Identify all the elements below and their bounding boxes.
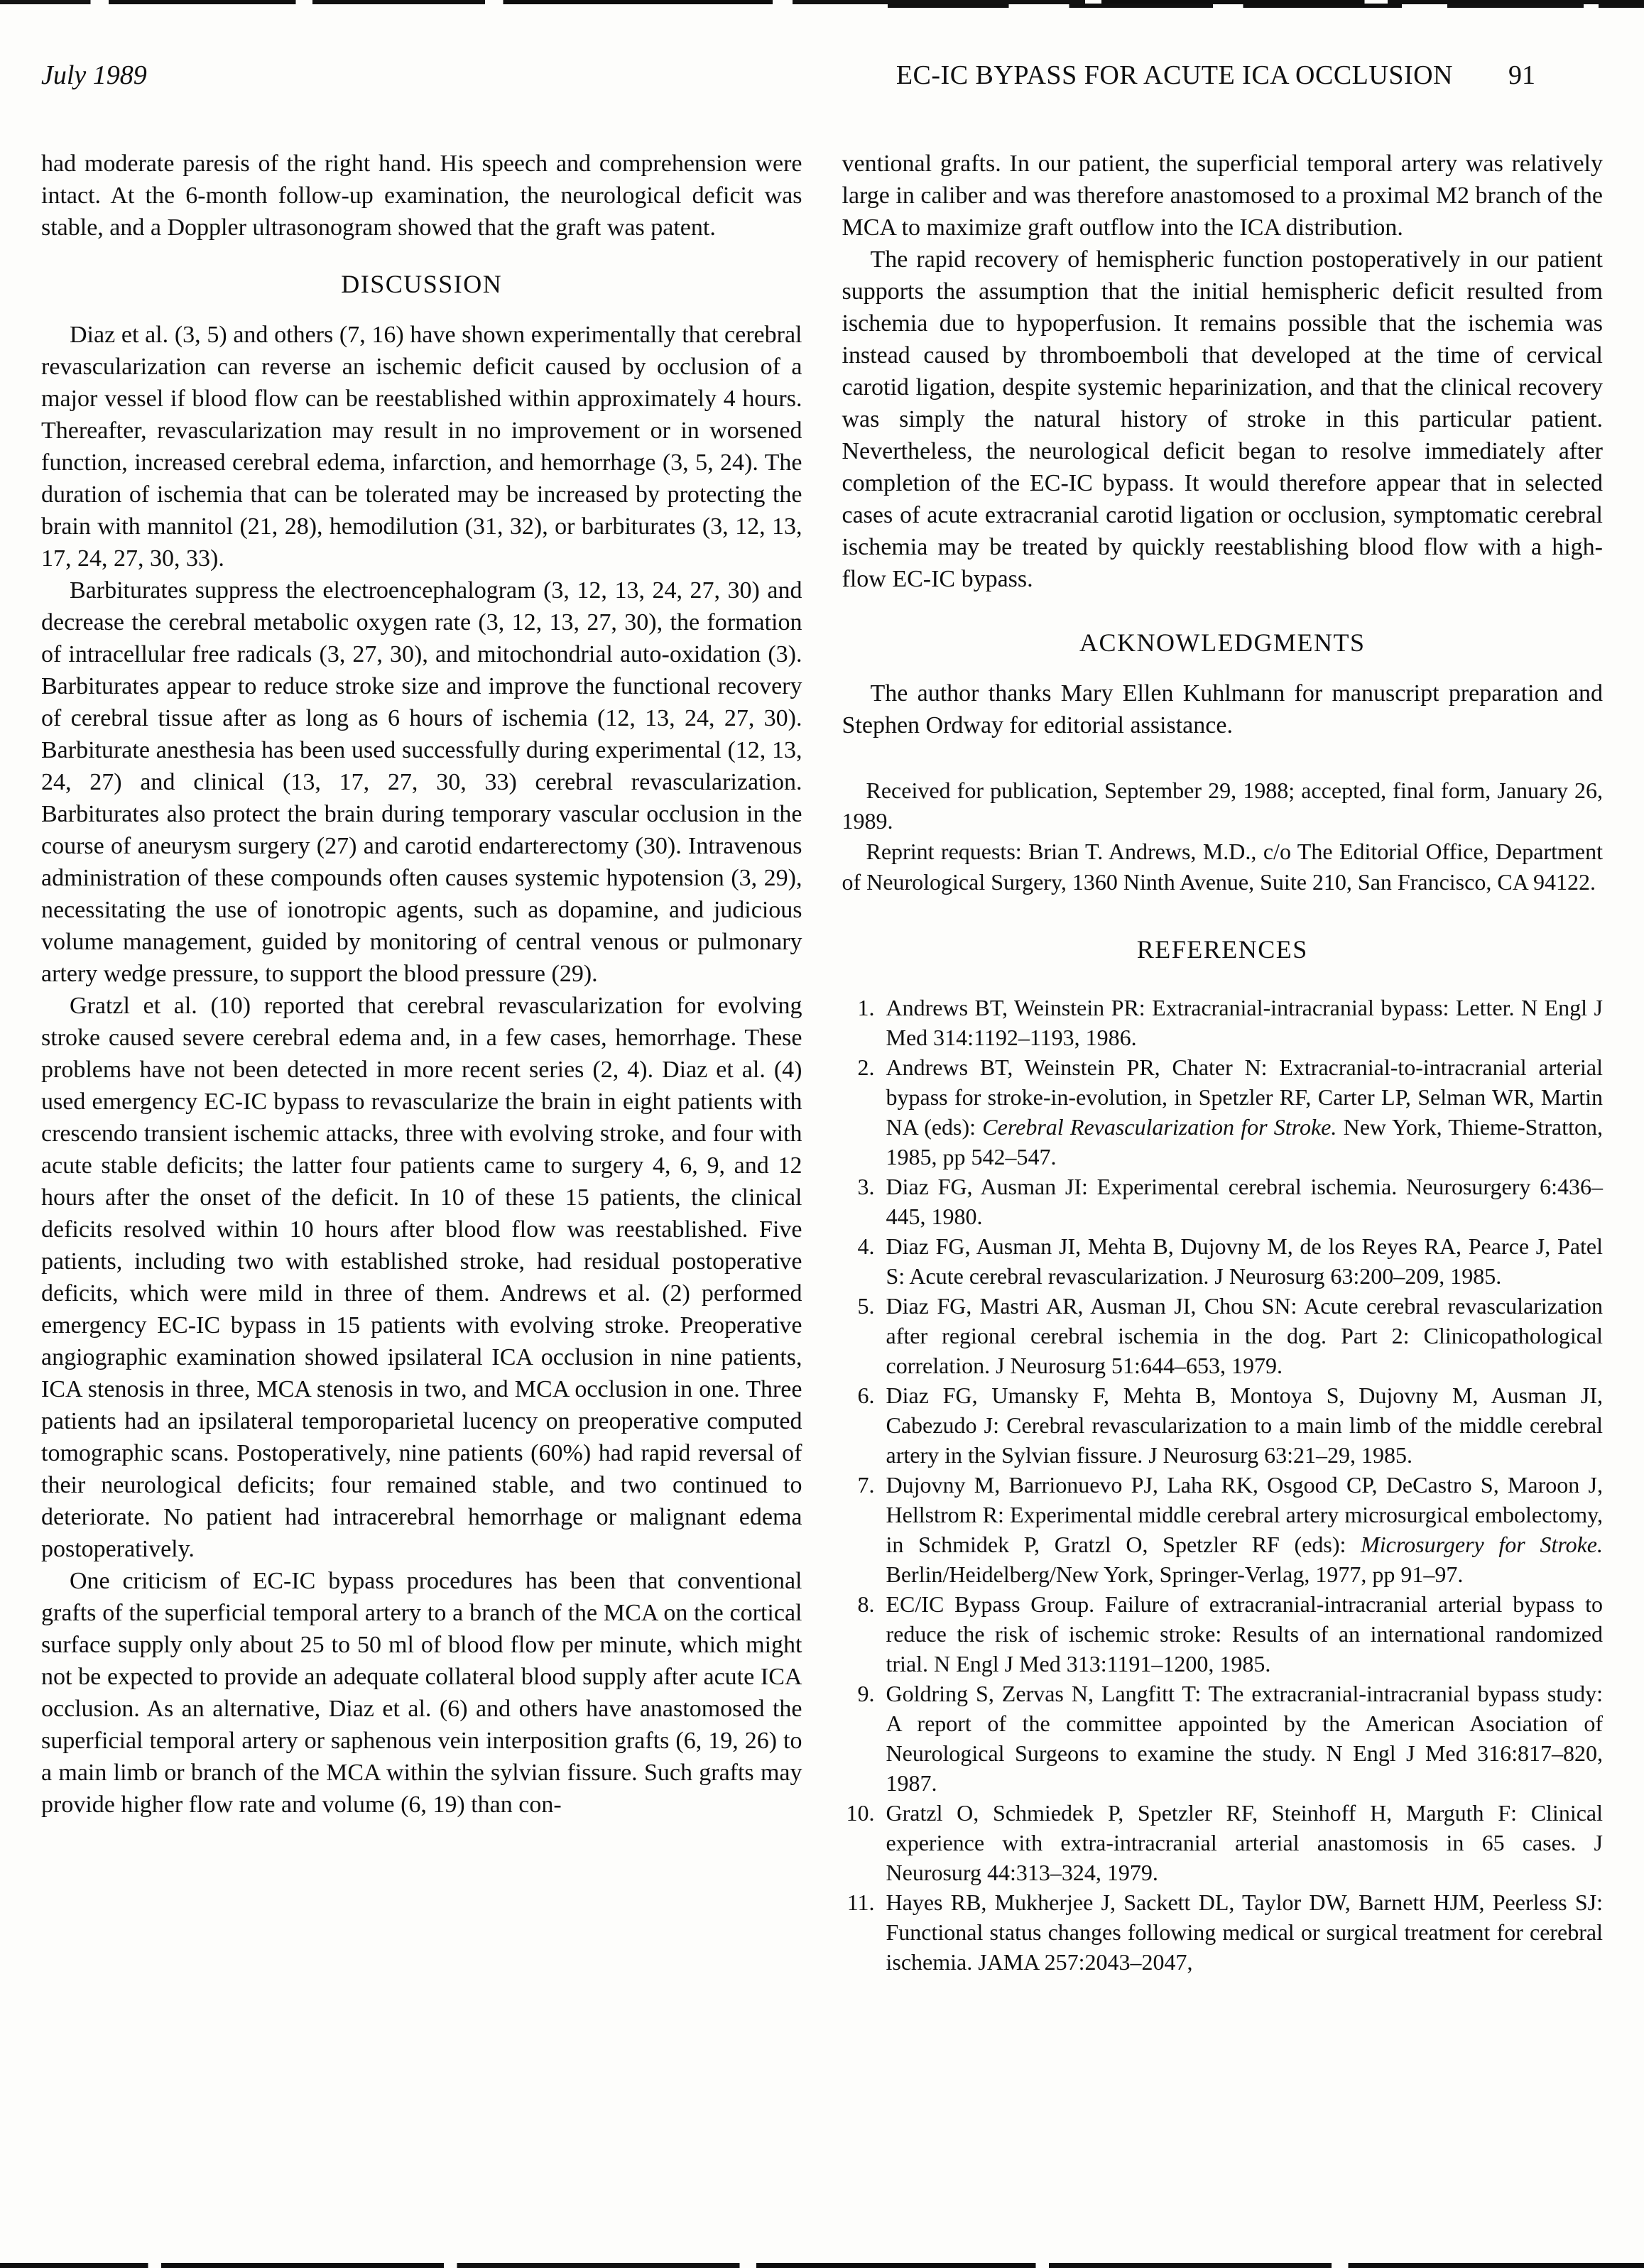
page-header	[41, 60, 1603, 92]
reference-item	[842, 1798, 1604, 1887]
reference-number: 3.	[857, 1174, 875, 1199]
reference-text	[886, 1172, 1604, 1231]
reference-number: 7.	[857, 1472, 875, 1498]
scan-edge-top	[0, 0, 1644, 4]
paragraph: Barbiturates suppress the electroencephalogram (3, 12, 13, 24, 27, 30) and decrease the cerebral metabolic oxygen rate (3, 12, 13, 27, 30), the formation of intracellular free radicals (3, 27, 30), and mitochondrial auto-oxidation (3). Barbiturates appear to reduce stroke size and improve the functional recovery of cerebral tissue after as long as 6 hours of ischemia (12, 13, 24, 27, 30). Barbiturate anesthesia has been used successfully during experimental (12, 13, 24, 27) and clinical (13, 17, 27, 30, 33) cerebral revascularization. Barbiturates also protect the brain during temporary vascular occlusion in the course of aneurysm surgery (27) and carotid endarterectomy (30). Intravenous administration of these compounds often causes systemic hypotension (3, 29), necessitating the use of ionotropic agents, such as dopamine, and judicious volume management, guided by monitoring of central venous or pulmonary artery wedge pressure, to support the blood pressure (29).	[41, 577, 802, 987]
continuation-paragraphs	[842, 148, 1604, 595]
acknowledgments-paragraph: The author thanks Mary Ellen Kuhlmann for manuscript preparation and Stephen Ordway for editorial assistance.	[842, 680, 1603, 738]
paragraph: One criticism of EC-IC bypass procedures has been that conventional grafts of the superficial temporal artery to a branch of the MCA on the cortical surface supply only about 25 to 50 ml of blood flow per minute, which might not be expected to provide an adequate collateral blood supply after acute ICA occlusion. As an alternative, Diaz et al. (6) and others have anastomosed the superficial temporal artery or saphenous vein interposition grafts (6, 19, 26) to a main limb or branch of the MCA within the sylvian fissure. Such grafts may provide higher flow rate and volume (6, 19) than con-	[41, 1568, 802, 1818]
acknowledgments-heading: ACKNOWLEDGMENTS	[1079, 628, 1366, 657]
two-column-body	[41, 148, 1603, 1977]
reference-segment: Andrews BT, Weinstein PR, Chater N: Extracranial-to-intracranial arterial bypass for stroke-in-evolution, in Spetzler RF, Carter LP, Selman WR, Martin NA (eds):	[886, 1054, 1603, 1140]
reference-item	[842, 1679, 1604, 1798]
reference-segment: Cerebral Revascularization for Stroke.	[982, 1114, 1337, 1140]
reference-segment: Diaz FG, Mastri AR, Ausman JI, Chou SN: Acute cerebral revascularization after regional cerebral ischemia in the dog. Part 2: Clinicopathological correlation. J Neurosurg 51:644–653, 1979.	[886, 1293, 1603, 1378]
reference-text	[886, 1231, 1604, 1291]
reference-item	[842, 1887, 1604, 1977]
reference-segment: Goldring S, Zervas N, Langfitt T: The extracranial-intracranial bypass study: A report of the committee appointed by the American Asociation of Neurological Surgeons to examine the study. N Engl J Med 316:817–820, 1987.	[886, 1681, 1603, 1796]
reference-segment: EC/IC Bypass Group. Failure of extracranial-intracranial arterial bypass to reduce the risk of ischemic stroke: Results of an international randomized trial. N Engl J Med 313:1191–1200, 1985.	[886, 1591, 1603, 1677]
reference-number: 10.	[846, 1800, 875, 1826]
reference-number: 4.	[857, 1233, 875, 1259]
reference-segment: New York, Thieme-Stratton, 1985, pp 542–547.	[886, 1114, 1604, 1170]
reference-number: 5.	[857, 1293, 875, 1319]
discussion-heading: DISCUSSION	[341, 270, 503, 298]
reference-segment: Gratzl O, Schmiedek P, Spetzler RF, Steinhoff H, Marguth F: Clinical experience with extra-intracranial arterial anastomosis in 65 cases. J Neurosurg 44:313–324, 1979.	[886, 1800, 1603, 1885]
header-running-title: EC-IC BYPASS FOR ACUTE ICA OCCLUSION	[896, 60, 1453, 90]
paragraph: Gratzl et al. (10) reported that cerebral revascularization for evolving stroke caused severe cerebral edema and, in a few cases, hemorrhage. These problems have not been detected in more recent series (2, 4). Diaz et al. (4) used emergency EC-IC bypass to revascularize the brain in eight patients with crescendo transient ischemic attacks, three with evolving stroke, and four with acute stable deficits; the latter four patients came to surgery 4, 6, 9, and 12 hours after the onset of the deficit. In 10 of these 15 patients, the clinical deficits resolved within 10 hours after blood flow was reestablished. Five patients, including two with established stroke, had residual postoperative deficits, which were mild in three of them. Andrews et al. (2) performed emergency EC-IC bypass in 15 patients with evolving stroke. Preoperative angiographic examination showed ipsilateral ICA occlusion in nine patients, ICA stenosis in three, MCA stenosis in two, and MCA occlusion in one. Three patients had an ipsilateral temporoparietal lucency on preoperative computed tomographic scans. Postoperatively, nine patients (60%) had rapid reversal of their neurological deficits; four remained stable, and two continued to deteriorate. No patient had intracerebral hemorrhage or malignant edema postoperatively.	[41, 993, 802, 1562]
reference-item	[842, 1172, 1604, 1231]
reference-text	[886, 993, 1604, 1052]
discussion-paragraphs	[41, 319, 802, 1821]
references-list	[842, 993, 1604, 1977]
reference-segment: Dujovny M, Barrionuevo PJ, Laha RK, Osgood CP, DeCastro S, Maroon J, Hellstrom R: Experimental middle cerebral artery microsurgical embolectomy, in Schmidek P, Gratzl O, Spetzler RF (eds):	[886, 1472, 1603, 1557]
paragraph: ventional grafts. In our patient, the superficial temporal artery was relatively large in caliber and was therefore anastomosed to a proximal M2 branch of the MCA to maximize graft outflow into the ICA distribution.	[842, 151, 1603, 241]
right-column	[842, 148, 1604, 1977]
reference-text	[886, 1798, 1604, 1887]
reference-item	[842, 1231, 1604, 1291]
reference-item	[842, 1470, 1604, 1589]
paragraph: The rapid recovery of hemispheric function postoperatively in our patient supports the assumption that the initial hemispheric deficit resulted from ischemia due to hypoperfusion. It remains possible that the ischemia was instead caused by thromboemboli that developed at the time of cervical carotid ligation, despite systemic heparinization, and that the clinical recovery was simply the natural history of stroke in this particular patient. Nevertheless, the neurological deficit began to resolve immediately after completion of the EC-IC bypass. It would therefore appear that in selected cases of acute extracranial carotid ligation or occlusion, symptomatic cerebral ischemia may be treated by quickly reestablishing blood flow with a high-flow EC-IC bypass.	[842, 246, 1603, 592]
reference-number: 1.	[857, 995, 875, 1020]
header-issue-date: July 1989	[41, 60, 147, 90]
reference-item	[842, 993, 1604, 1052]
reference-item	[842, 1052, 1604, 1172]
reprint-note: Reprint requests: Brian T. Andrews, M.D., c/o The Editorial Office, Department of Neurological Surgery, 1360 Ninth Avenue, Suite 210, San Francisco, CA 94122.	[842, 839, 1603, 895]
header-right-group	[896, 60, 1535, 92]
reference-segment: Diaz FG, Umansky F, Mehta B, Montoya S, Dujovny M, Ausman JI, Cabezudo J: Cerebral revascularization to a main limb of the middle cerebral artery in the Sylvian fissure. J Neurosurg 63:21–29, 1985.	[886, 1383, 1603, 1468]
reference-number: 9.	[857, 1681, 875, 1706]
reference-segment: Microsurgery for Stroke.	[1361, 1532, 1604, 1557]
reference-segment: Diaz FG, Ausman JI: Experimental cerebral ischemia. Neurosurgery 6:436–445, 1980.	[886, 1174, 1603, 1229]
reference-segment: Berlin/Heidelberg/New York, Springer-Verlag, 1977, pp 91–97.	[886, 1561, 1464, 1587]
reference-segment: Hayes RB, Mukherjee J, Sackett DL, Taylor DW, Barnett HJM, Peerless SJ: Functional status changes following medical or surgical treatment for cerebral ischemia. JAMA 257:2043–2047,	[886, 1890, 1603, 1975]
reference-number: 6.	[857, 1383, 875, 1408]
reference-segment: Diaz FG, Ausman JI, Mehta B, Dujovny M, de los Reyes RA, Pearce J, Patel S: Acute cerebral revascularization. J Neurosurg 63:200–209, 1985.	[886, 1233, 1603, 1289]
received-note: Received for publication, September 29, 1988; accepted, final form, January 26, 1989.	[842, 778, 1603, 834]
paragraph: Diaz et al. (3, 5) and others (7, 16) have shown experimentally that cerebral revascularization can reverse an ischemic deficit caused by occlusion of a major vessel if blood flow can be reestablished within approximately 4 hours. Thereafter, revascularization may result in no improvement or in worsened function, increased cerebral edema, infarction, and hemorrhage (3, 5, 24). The duration of ischemia that can be tolerated may be increased by protecting the brain with mannitol (21, 28), hemodilution (31, 32), or barbiturates (3, 12, 13, 17, 24, 27, 30, 33).	[41, 322, 802, 572]
reference-text	[886, 1291, 1604, 1380]
reference-number: 2.	[857, 1054, 875, 1080]
reference-item	[842, 1380, 1604, 1470]
reference-item	[842, 1291, 1604, 1380]
reference-item	[842, 1589, 1604, 1679]
reference-text	[886, 1052, 1604, 1172]
reference-number: 11.	[847, 1890, 875, 1915]
scan-edge-bottom	[0, 2263, 1644, 2268]
left-column	[41, 148, 802, 1977]
reference-text	[886, 1380, 1604, 1470]
references-heading: REFERENCES	[1136, 935, 1308, 964]
reference-number: 8.	[857, 1591, 875, 1617]
header-page-number: 91	[1508, 60, 1535, 90]
reference-text	[886, 1887, 1604, 1977]
reference-segment: Andrews BT, Weinstein PR: Extracranial-intracranial bypass: Letter. N Engl J Med 314:1192–1193, 1986.	[886, 995, 1603, 1050]
publication-notes	[842, 775, 1604, 898]
reference-text	[886, 1589, 1604, 1679]
reference-text	[886, 1679, 1604, 1798]
lead-paragraph: had moderate paresis of the right hand. His speech and comprehension were intact. At the 6-month follow-up examination, the neurological deficit was stable, and a Doppler ultrasonogram showed that the graft was patent.	[41, 151, 802, 241]
reference-text	[886, 1470, 1604, 1589]
